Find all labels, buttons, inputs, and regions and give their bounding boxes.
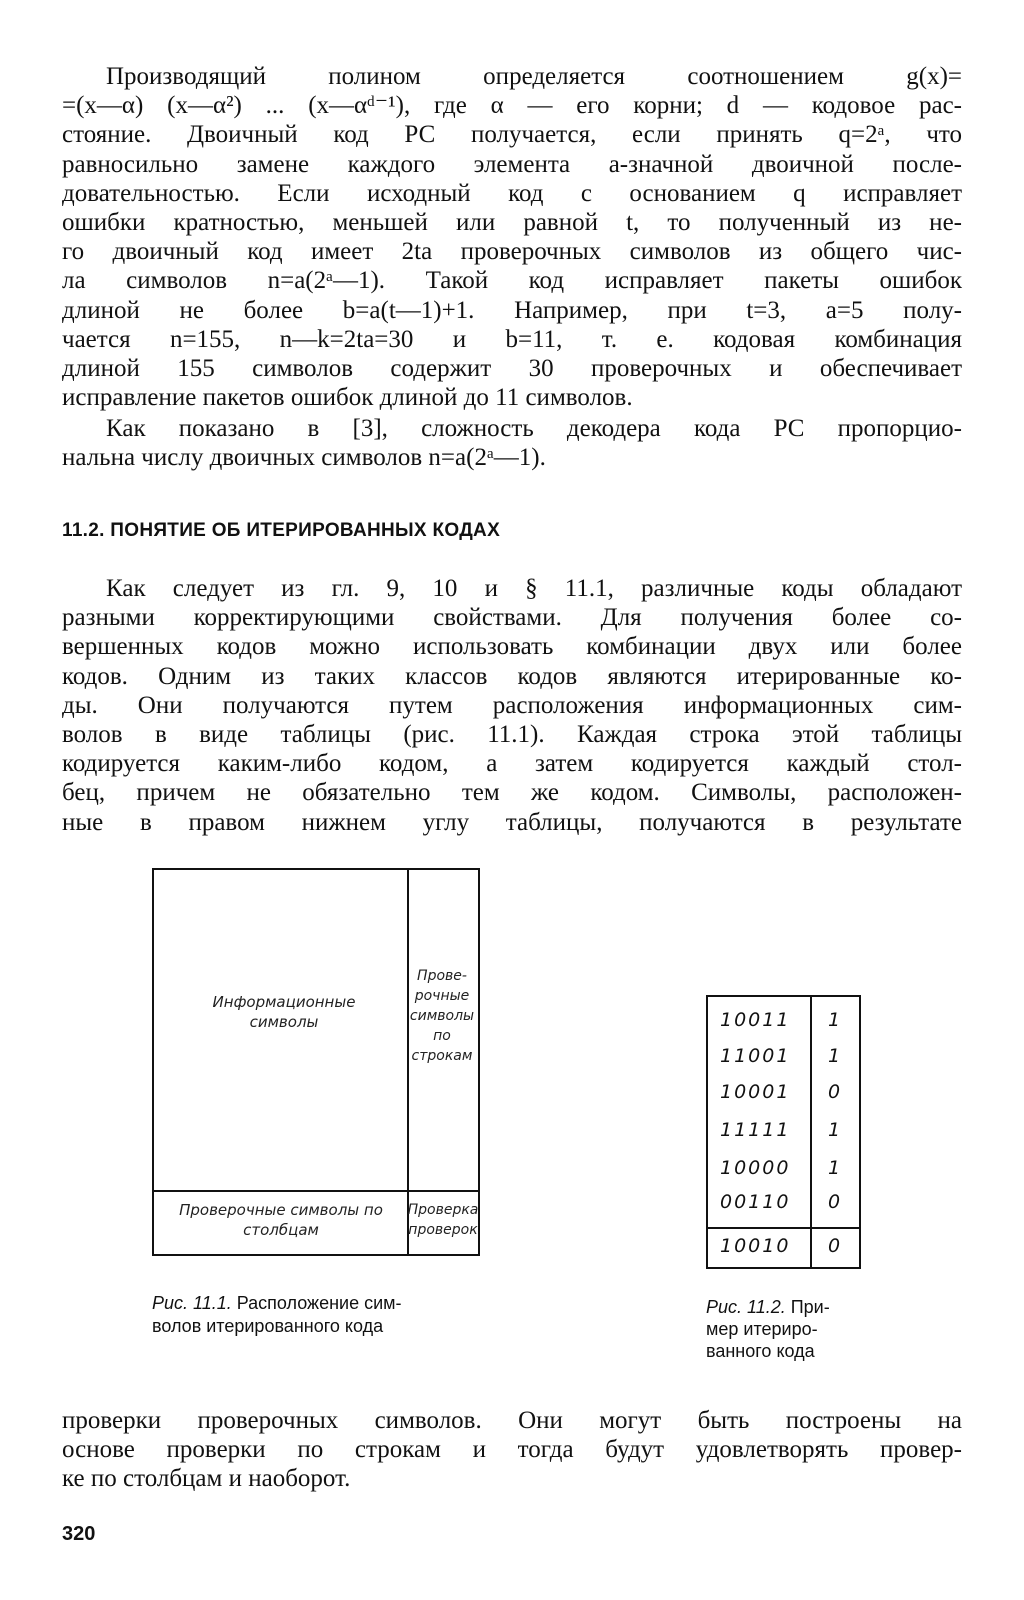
- text-line: кодов. Одним из таких классов кодов являются итерированные ко-: [62, 662, 962, 690]
- code-word: 10000: [720, 1157, 791, 1179]
- text-line: проверки проверочных символов. Они могут быть построены на: [62, 1407, 962, 1434]
- caption-text: При-: [790, 1297, 830, 1317]
- paragraph-generator-polynomial: [62, 62, 962, 412]
- text-line: Производящий полином определяется соотношением g(x)=: [106, 63, 962, 90]
- section-heading: 11.2. ПОНЯТИЕ ОБ ИТЕРИРОВАННЫХ КОДАХ: [62, 520, 501, 541]
- paragraph-iterated-codes: [62, 574, 962, 837]
- code-word: 10011: [720, 1009, 791, 1031]
- code-word: 11111: [720, 1119, 791, 1141]
- text-line: исправление пакетов ошибок длиной до 11 символов.: [62, 384, 633, 412]
- text-line: го двоичный код имеет 2ta проверочных символов из общего чис-: [62, 238, 962, 266]
- text-line: довательностью. Если исходный код с основанием q исправляет: [62, 179, 962, 207]
- page-number: 320: [62, 1523, 96, 1545]
- text-line: ке по столбцам и наоборот.: [62, 1465, 351, 1493]
- caption-text: ванного кода: [706, 1341, 815, 1361]
- caption-text: мер итериро-: [706, 1319, 818, 1339]
- code-word: 00110: [720, 1191, 791, 1213]
- frame-line: [706, 1267, 861, 1269]
- check-row-divider: [706, 1227, 861, 1229]
- text-line: длиной 155 символов содержит 30 проверочных и обеспечивает: [62, 355, 962, 383]
- check-bit: 0: [827, 1191, 841, 1213]
- code-word: 10001: [720, 1081, 791, 1103]
- check-bit: 1: [827, 1045, 841, 1067]
- check-bit: 1: [827, 1119, 841, 1141]
- text-line: ошибки кратностью, меньшей или равной t, то полученный из не-: [62, 209, 962, 237]
- check-bit: 0: [827, 1235, 841, 1257]
- info-symbols-label: Информационные символы: [212, 993, 356, 1031]
- caption-label: Рис. 11.1.: [152, 1293, 232, 1313]
- check-code-word: 10010: [720, 1235, 791, 1257]
- text-line: кодируется каким-либо кодом, а затем кодируется каждый стол-: [62, 750, 962, 778]
- figure-iterated-code-example: [706, 995, 861, 1269]
- text-line: вершенных кодов можно использовать комбинации двух или более: [62, 633, 962, 661]
- caption-text: Расположение сим-: [236, 1293, 402, 1313]
- code-word: 11001: [720, 1045, 791, 1067]
- text-line: равносильно замене каждого элемента a-значной двоичной после-: [62, 150, 962, 178]
- text-line: волов в виде таблицы (рис. 11.1). Каждая строка этой таблицы: [62, 721, 962, 749]
- text-line: длиной не более b=a(t—1)+1. Например, при t=3, a=5 полу-: [62, 296, 962, 324]
- text-line: стояние. Двоичный код РС получается, если принять q=2ᵃ, что: [62, 121, 962, 149]
- check-bit: 1: [827, 1009, 841, 1031]
- figure2-caption: [706, 1296, 876, 1362]
- text-line: =(x—α) (x—α²) ... (x—αᵈ⁻¹), где α — его корни; d — кодовое рас-: [62, 92, 962, 120]
- divider: [154, 1190, 478, 1192]
- check-of-checks-label: Проверка проверок: [407, 1202, 479, 1238]
- text-line: ла символов n=a(2ᵃ—1). Такой код исправляет пакеты ошибок: [62, 267, 962, 295]
- check-bit: 1: [827, 1157, 841, 1179]
- text-line: ды. Они получаются путем расположения информационных сим-: [62, 691, 962, 719]
- text-line: Как следует из гл. 9, 10 и § 11.1, различные коды обладают: [106, 575, 962, 602]
- frame-line: [706, 995, 861, 997]
- text-line: основе проверки по строкам и тогда будут удовлетворять провер-: [62, 1436, 962, 1464]
- text-line: разными корректирующими свойствами. Для получения более со-: [62, 604, 962, 632]
- paragraph-check-of-checks: [62, 1406, 962, 1494]
- column-checks-label: Проверочные символы по столбцам: [179, 1201, 383, 1239]
- text-line: нальна числу двоичных символов n=a(2ᵃ—1).: [62, 444, 546, 472]
- text-line: ные в правом нижнем углу таблицы, получаются в результате: [62, 808, 962, 836]
- text-line: бец, причем не обязательно тем же кодом. Символы, расположен-: [62, 779, 962, 807]
- caption-label: Рис. 11.2.: [706, 1297, 786, 1317]
- text-line: Как показано в [3], сложность декодера кода РС пропорцио-: [106, 415, 962, 442]
- caption-text: волов итерированного кода: [152, 1316, 384, 1336]
- text-line: чается n=155, n—k=2ta=30 и b=11, т. е. кодовая комбинация: [62, 325, 962, 353]
- figure1-caption: [152, 1292, 512, 1338]
- figure-iterated-code-layout: [152, 868, 480, 1256]
- paragraph-decoder-complexity: [62, 414, 962, 472]
- row-checks-label: Прове-рочные символы по строкам: [409, 968, 475, 1064]
- check-bit: 0: [827, 1081, 841, 1103]
